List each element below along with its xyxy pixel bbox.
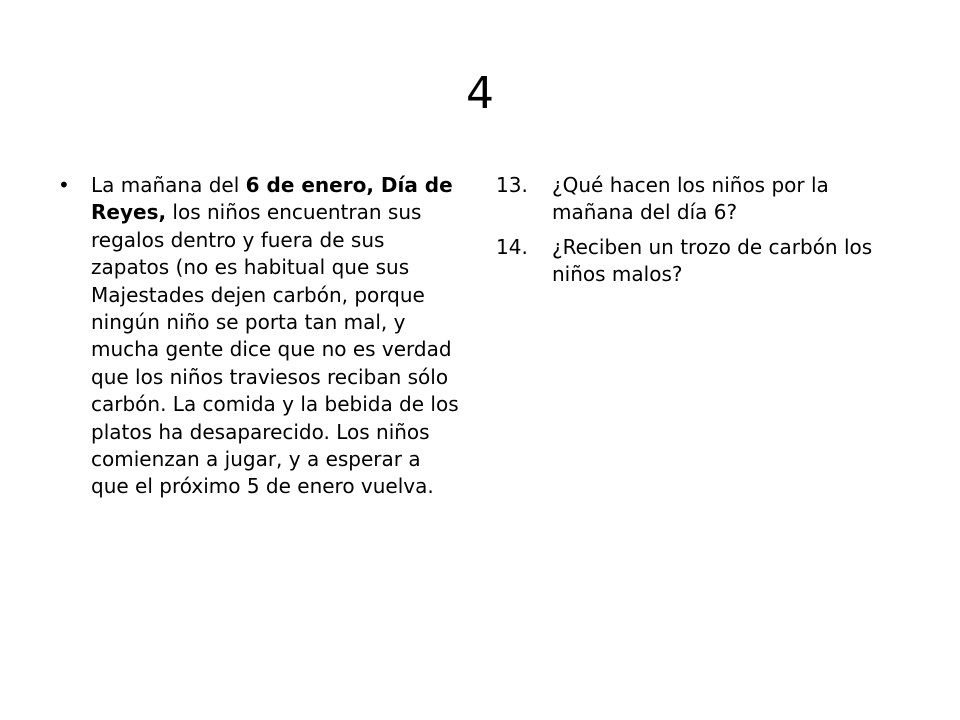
question-number: 14. <box>496 234 528 259</box>
paragraph-text-rest: los niños encuentran sus regalos dentro y fuera de sus zapatos (no es habitual que sus Majestades dejen carbón, porque ningún niño se porta tan mal, y mucha gente dice que no es verdad que los niños traviesos reciban sólo carbón. La comida y la bebida de los platos ha desaparecido. Los niños comienzan a jugar, y a esperar a que el próximo 5 de enero vuelva. <box>91 200 459 499</box>
question-text: ¿Qué hacen los niños por la mañana del día 6? <box>552 173 829 225</box>
slide-title: 4 <box>466 68 494 119</box>
question-item <box>494 234 904 289</box>
paragraph-text-start: La mañana del <box>91 173 246 197</box>
bullet-icon: • <box>58 173 70 197</box>
questions-list <box>494 172 904 296</box>
question-text: ¿Reciben un trozo de carbón los niños malos? <box>552 234 873 287</box>
question-number: 13. <box>496 173 528 197</box>
paragraph-bold-date: 6 de enero, Día de Reyes, <box>91 173 453 225</box>
bullet-paragraph <box>91 172 461 501</box>
left-content-column <box>58 172 460 501</box>
question-item <box>494 172 904 227</box>
